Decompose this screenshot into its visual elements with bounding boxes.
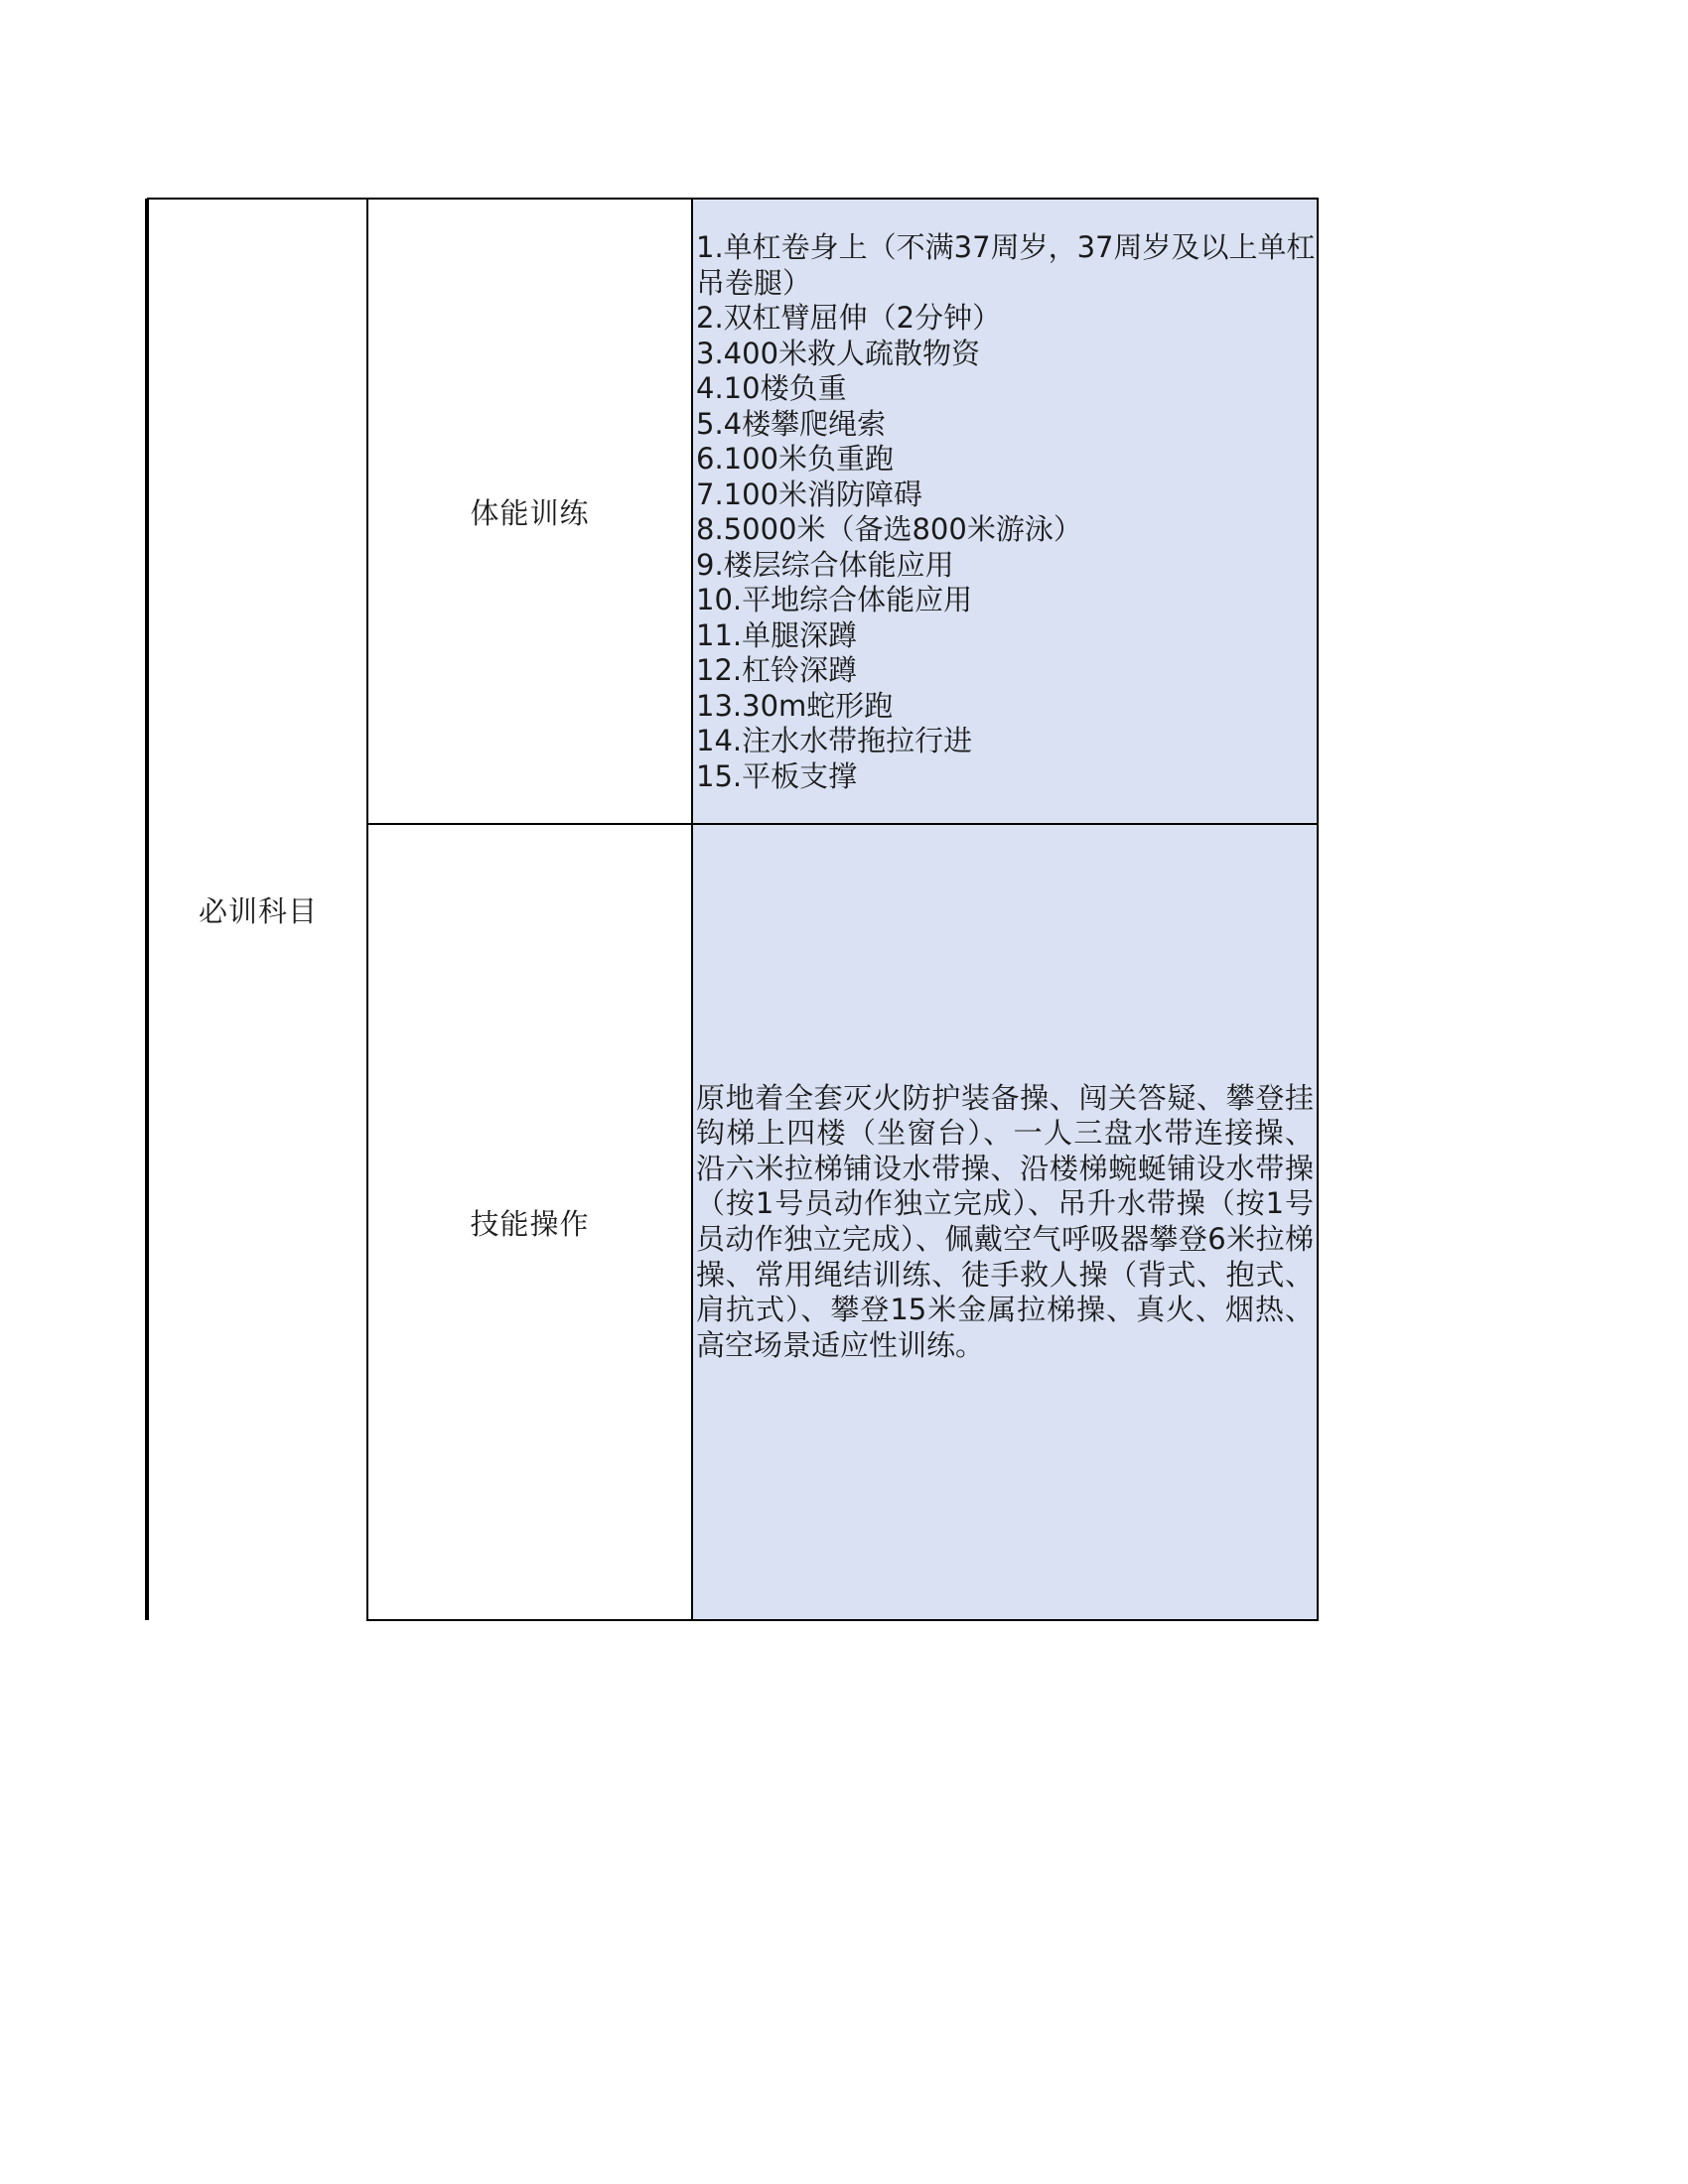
list-item: 12.杠铃深蹲 [696, 653, 858, 687]
table-left-border [145, 199, 149, 1620]
list-item: 1.单杠卷身上（不满37周岁，37周岁及以上单杠吊卷腿） [696, 230, 1316, 300]
column-divider-2 [691, 199, 693, 1620]
column-divider-1 [366, 199, 368, 1620]
list-item: 11.单腿深蹲 [696, 617, 858, 652]
table-right-border [1317, 199, 1319, 1620]
skills-description: 原地着全套灭火防护装备操、闯关答疑、攀登挂钩梯上四楼（坐窗台）、一人三盘水带连接操、沿六米拉梯铺设水带操、沿楼梯蜿蜒铺设水带操（按1号员动作独立完成）、吊升水带操（按1号员动作独立完成）、佩戴空气呼吸器攀登6米拉梯操、常用绳结训练、徒手救人操（背式、抱式、肩抗式）、攀登15米金属拉梯操、真火、烟热、高空场景适应性训练。 [696, 1080, 1314, 1362]
list-item: 14.注水水带拖拉行进 [696, 724, 973, 757]
category-label: 必训科目 [198, 893, 318, 928]
list-item: 2.双杠臂屈伸（2分钟） [696, 301, 1002, 335]
list-item: 5.4楼攀爬绳索 [696, 406, 887, 441]
category-cell [149, 199, 367, 1620]
subject-label-physical: 体能训练 [470, 495, 590, 530]
list-item: 6.100米负重跑 [696, 442, 895, 476]
list-item: 4.10楼负重 [696, 371, 847, 405]
physical-training-list [696, 230, 1318, 794]
list-item: 9.楼层综合体能应用 [696, 547, 954, 582]
items-cell-skills [692, 824, 1318, 1620]
list-item: 8.5000米（备选800米游泳） [696, 512, 1082, 546]
subject-cell-skills [367, 824, 692, 1620]
list-item: 13.30m蛇形跑 [696, 688, 894, 723]
row-divider [366, 823, 1319, 825]
table-bottom-border [366, 1619, 1319, 1621]
subject-cell-physical [367, 199, 692, 824]
table-top-border [147, 198, 1319, 200]
list-item: 7.100米消防障碍 [696, 477, 923, 511]
subject-label-skills: 技能操作 [470, 1206, 590, 1241]
items-cell-physical [692, 199, 1318, 824]
list-item: 3.400米救人疏散物资 [696, 336, 981, 370]
list-item: 15.平板支撑 [696, 758, 858, 793]
list-item: 10.平地综合体能应用 [696, 583, 973, 616]
